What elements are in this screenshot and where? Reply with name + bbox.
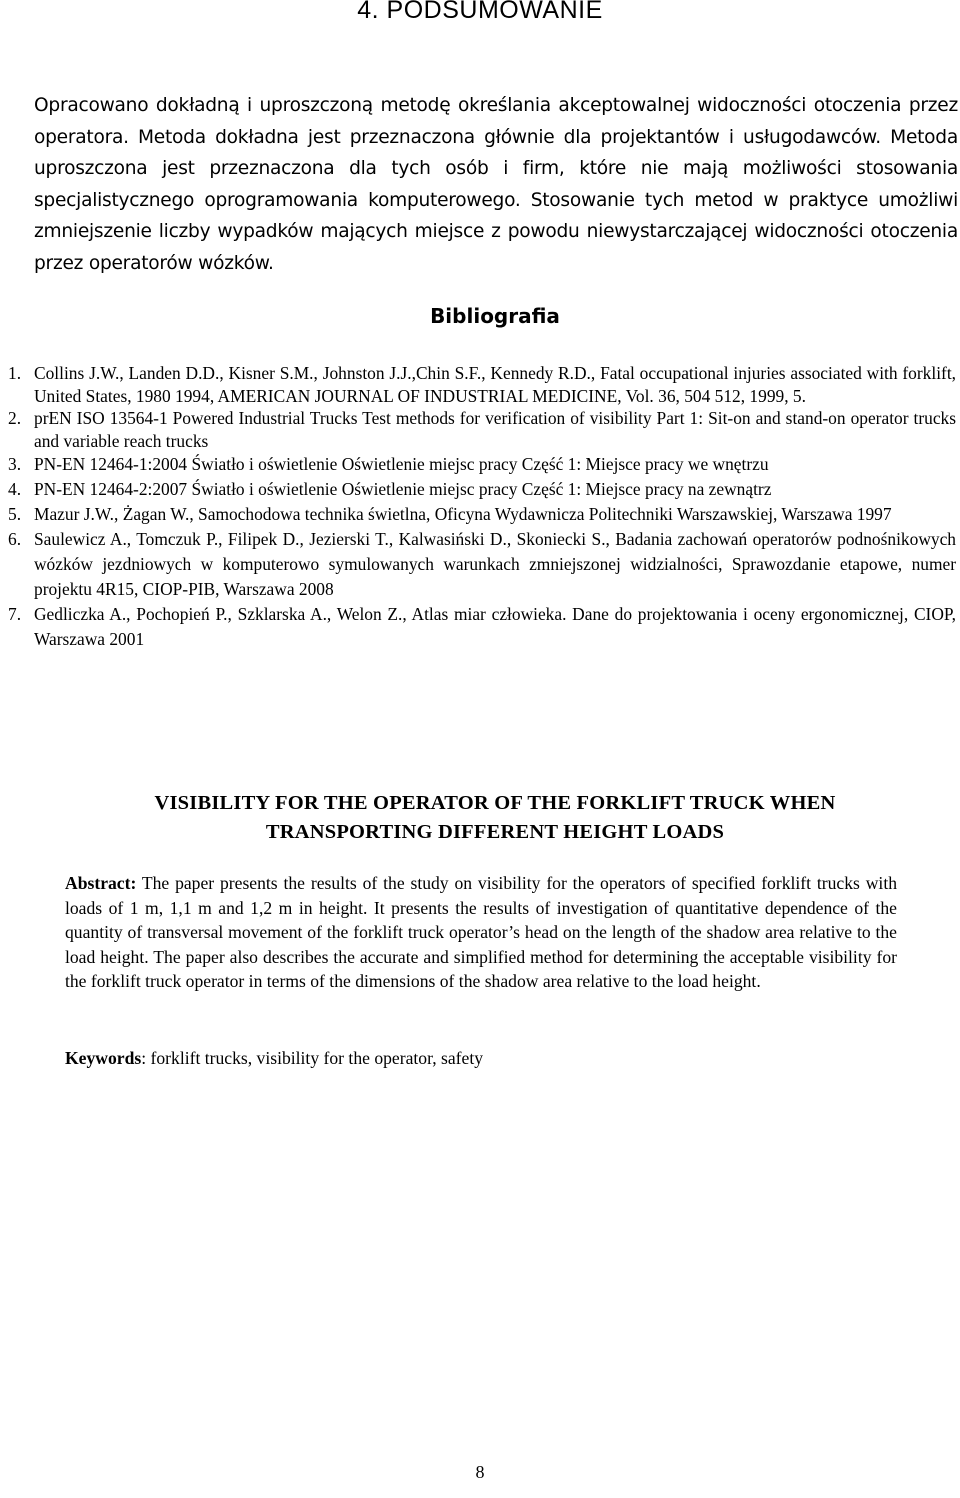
bibliography-item-number: 1.: [8, 363, 22, 383]
section-title: 4. PODSUMOWANIE: [357, 0, 603, 24]
bibliography-list: [8, 362, 956, 652]
bibliography-item-number: 2.: [8, 408, 22, 428]
bibliography-item: [8, 407, 956, 452]
bibliography-item-text: PN-EN 12464-2:2007 Światło i oświetlenie Oświetlenie miejsc pracy Część 1: Miejsce pracy na zewnątrz: [34, 479, 772, 499]
bibliography-item: [8, 362, 956, 407]
bibliography-item-number: 4.: [8, 479, 22, 499]
summary-paragraph: [34, 90, 958, 280]
bibliography-item: [8, 602, 956, 652]
bibliography-item-number: 3.: [8, 454, 22, 474]
bibliography-item: [8, 452, 956, 477]
bibliography-item-number: 5.: [8, 504, 22, 524]
bibliography-item-text: Saulewicz A., Tomczuk P., Filipek D., Jezierski T., Kalwasiński D., Skoniecki S., Badania zachowań operatorów podnośnikowych wózków jezdniowych w komputerowo symulowanych warunkach zmniejszonej widzialności, Sprawozdanie etapowe, numer projektu 4R15, CIOP-PIB, Warszawa 2008: [34, 529, 956, 599]
abstract-paragraph: [65, 871, 897, 994]
abstract-label: Abstract:: [65, 873, 137, 893]
english-title-line-2: TRANSPORTING DIFFERENT HEIGHT LOADS: [265, 820, 725, 843]
keywords-text: : forklift trucks, visibility for the operator, safety: [141, 1048, 484, 1068]
bibliography-item-text: Gedliczka A., Pochopień P., Szklarska A., Welon Z., Atlas miar człowieka. Dane do projektowania i oceny ergonomicznej, CIOP, Warszawa 2001: [34, 604, 956, 649]
bibliography-item-text: prEN ISO 13564-1 Powered Industrial Trucks Test methods for verification of visibility Part 1: Sit-on and stand-on operator trucks and variable reach trucks: [34, 408, 956, 451]
bibliography-item-text: Collins J.W., Landen D.D., Kisner S.M., Johnston J.J.,Chin S.F., Kennedy R.D., Fatal occupational injuries associated with forklift, United States, 1980 1994, AMERICAN JOURNAL OF INDUSTRIAL MEDICINE, Vol. 36, 504 512, 1999, 5.: [34, 363, 956, 406]
keywords-label: Keywords: [65, 1048, 142, 1068]
abstract-text: The paper presents the results of the study on visibility for the operators of specified forklift trucks with loads of 1 m, 1,1 m and 1,2 m in height. It presents the results of investigation of quantitative dependence of the quantity of transversal movement of the forklift truck operator’s head on the length of the shadow area relative to the load height. The paper also describes the accurate and simplified method for determining the acceptable visibility for the forklift truck operator in terms of the dimensions of the shadow area relative to the load height.: [65, 873, 897, 992]
bibliography-item-number: 6.: [8, 529, 22, 549]
english-title-line-1: VISIBILITY FOR THE OPERATOR OF THE FORKLIFT TRUCK WHEN: [154, 792, 836, 814]
summary-text: Opracowano dokładną i uproszczoną metodę określania akceptowalnej widoczności otoczenia przez operatora. Metoda dokładna jest przeznaczona głównie dla projektantów i usługodawców. Metoda uproszczona jest przeznaczona dla tych osób i firm, które nie mają możliwości stosowania specjalistycznego oprogramowania komputerowego. Stosowanie tych metod w praktyce umożliwi zmniejszenie liczby wypadków mających miejsce z powodu niewystarczającej widoczności otoczenia przez operatorów wózków.: [34, 95, 958, 274]
page-number: 8: [475, 1462, 485, 1482]
bibliography-item-number: 7.: [8, 604, 22, 624]
keywords-line: [65, 1046, 897, 1071]
bibliography-item-text: PN-EN 12464-1:2004 Światło i oświetlenie Oświetlenie miejsc pracy Część 1: Miejsce pracy we wnętrzu: [34, 454, 769, 474]
bibliography-title: Bibliografia: [430, 304, 560, 328]
english-paper-title: [0, 789, 960, 846]
bibliography-item: [8, 477, 956, 502]
bibliography-item: [8, 527, 956, 602]
bibliography-item-text: Mazur J.W., Żagan W., Samochodowa technika świetlna, Oficyna Wydawnicza Politechniki Warszawskiej, Warszawa 1997: [34, 504, 892, 524]
bibliography-item: [8, 502, 956, 527]
